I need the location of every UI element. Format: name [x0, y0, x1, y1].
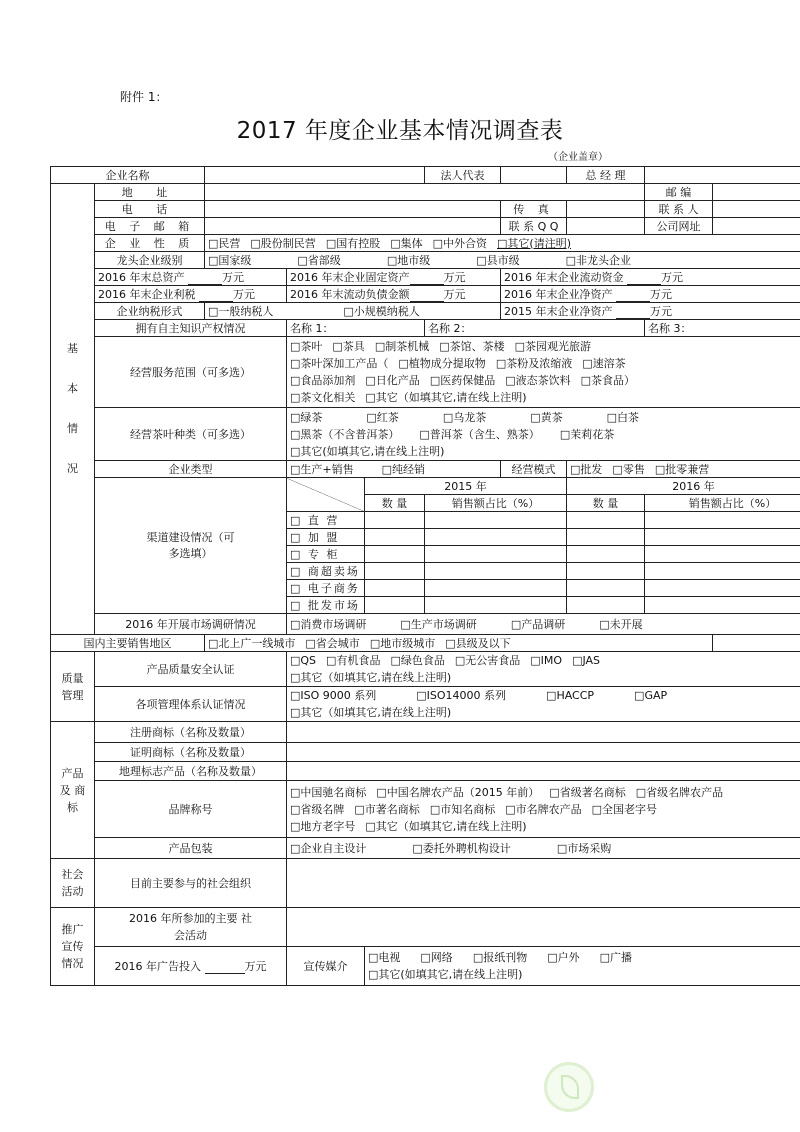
nature-option[interactable]: □民营	[208, 236, 241, 250]
media-option[interactable]: □广播	[599, 951, 633, 964]
honor-line	[290, 818, 800, 835]
contact-field[interactable]	[713, 201, 800, 218]
honor-options	[287, 781, 800, 838]
ratio-2015-header: 销售额占比（%）	[425, 495, 567, 512]
section-quality-label: 质量 管理	[61, 671, 84, 702]
qty-2016-header: 数 量	[567, 495, 645, 512]
contact-label: 联 系 人	[645, 201, 713, 218]
net-assets-2016-cell[interactable]	[501, 286, 800, 303]
media-other-option[interactable]: □其它(如填其它,请在线上注明)	[368, 968, 523, 981]
scope-option[interactable]: □日化产品	[365, 374, 420, 387]
ratio-2016-cell[interactable]	[645, 529, 800, 546]
fixed-assets-label: 2016 年末企业固定资产	[290, 270, 410, 284]
address-label: 地 址	[95, 184, 205, 201]
qty-2015-header: 数 量	[365, 495, 425, 512]
scope-option[interactable]: □茶馆、茶楼	[439, 340, 505, 353]
current-debt-label: 2016 年末流动负债金额	[290, 287, 410, 301]
channel-option[interactable]: □ 加 盟	[287, 529, 365, 546]
honor-option[interactable]: □其它（如填其它,请在线上注明)	[365, 819, 527, 833]
taxpayer-small-option[interactable]: □小规模纳税人	[343, 304, 420, 318]
certified-field[interactable]	[287, 743, 800, 762]
section-promo-label: 推广 宣传 情况	[61, 923, 84, 970]
profit-tax-blank[interactable]	[199, 290, 233, 302]
honor-option[interactable]: □省级著名商标	[549, 785, 626, 799]
current-debt-cell[interactable]	[287, 286, 501, 303]
scope-option[interactable]: □茶叶	[290, 340, 323, 353]
org-field[interactable]	[287, 859, 800, 908]
geo-field[interactable]	[287, 762, 800, 781]
qty-2015-cell[interactable]	[365, 597, 425, 614]
leader-label: 龙头企业级别	[95, 252, 205, 269]
tea-option[interactable]: □黑茶（不含普洱茶）	[290, 427, 400, 441]
qq-label: 联 系 Q Q	[501, 218, 567, 235]
mgmt-other-option[interactable]: □其它（如填其它,请在线上注明)	[290, 706, 452, 719]
region-option[interactable]: □县级及以下	[445, 636, 511, 650]
honor-line	[290, 784, 800, 801]
gm-field[interactable]	[645, 167, 800, 184]
qty-2015-cell[interactable]	[365, 546, 425, 563]
package-option[interactable]: □企业自主设计	[290, 841, 367, 855]
scope-option[interactable]: □茶园观光旅游	[514, 340, 592, 353]
region-options	[205, 635, 713, 652]
nature-options	[205, 235, 800, 252]
ratio-2016-cell[interactable]	[645, 512, 800, 529]
mgmt-option[interactable]: □ISO 9000 系列	[290, 689, 377, 702]
type-label: 企业类型	[95, 461, 287, 478]
company-name-label: 企业名称	[51, 167, 205, 184]
qty-2016-cell[interactable]	[567, 580, 645, 597]
ratio-2015-cell[interactable]	[425, 563, 567, 580]
safety-label: 产品质量安全认证	[95, 652, 287, 687]
safety-option[interactable]: □QS	[290, 654, 317, 667]
nature-option[interactable]: □集体	[390, 236, 423, 250]
package-label: 产品包装	[95, 838, 287, 859]
profit-tax-cell[interactable]	[95, 286, 287, 303]
tea-option[interactable]: □乌龙茶	[442, 410, 487, 424]
assets-cell[interactable]	[95, 269, 287, 286]
leader-option[interactable]: □地市级	[386, 253, 431, 267]
scope-option[interactable]: □植物成分提取物	[398, 357, 486, 370]
scope-option[interactable]: □制茶机械	[374, 340, 430, 353]
media-option[interactable]: □户外	[547, 951, 580, 964]
region-label: 国内主要销售地区	[51, 635, 205, 652]
nature-option[interactable]: □中外合资	[432, 236, 488, 250]
honor-option[interactable]: □市名牌农产品	[505, 802, 582, 816]
channel-label-text: 渠道建设情况（可多选填）	[146, 530, 235, 560]
tea-option[interactable]: □其它(如填其它,请在线上注明)	[290, 444, 445, 458]
ratio-2016-cell[interactable]	[645, 563, 800, 580]
qty-2015-cell[interactable]	[365, 563, 425, 580]
scope-option[interactable]: □液态茶饮料	[505, 374, 571, 387]
net-assets-2016-label: 2016 年末企业净资产	[504, 287, 613, 301]
honor-option[interactable]: □省级名牌农产品	[635, 785, 724, 799]
address-field[interactable]	[205, 184, 645, 201]
research-option[interactable]: □产品调研	[510, 617, 566, 631]
qty-2016-cell[interactable]	[567, 529, 645, 546]
channel-label	[95, 478, 287, 614]
mgmt-options	[287, 687, 800, 722]
net-assets-2015-cell[interactable]	[501, 303, 800, 320]
survey-form-table	[50, 166, 800, 986]
ip-name1[interactable]: 名称 1：	[287, 320, 425, 337]
mode-label: 经营模式	[501, 461, 567, 478]
tea-line	[290, 426, 800, 443]
tea-option[interactable]: □白茶	[606, 410, 640, 424]
mgmt-option[interactable]: □ISO14000 系列	[416, 689, 507, 702]
scope-label: 经营服务范围（可多选）	[95, 337, 287, 408]
fixed-assets-blank[interactable]	[410, 273, 444, 285]
type-option[interactable]: □纯经销	[381, 462, 426, 476]
unit-label: 万元	[443, 270, 466, 284]
leader-option[interactable]: □省部级	[297, 253, 341, 267]
research-option[interactable]: □消费市场调研	[290, 617, 367, 631]
ad-cell[interactable]	[95, 947, 287, 986]
qty-2016-cell[interactable]	[567, 563, 645, 580]
attachment-label: 附件 1：	[120, 90, 168, 104]
form-title: 2017 年度企业基本情况调查表	[236, 118, 564, 144]
assets-blank[interactable]	[188, 273, 222, 285]
channel-option[interactable]: □ 电子商务	[287, 580, 365, 597]
registered-field[interactable]	[287, 722, 800, 743]
package-option[interactable]: □委托外聘机构设计	[412, 841, 511, 855]
media-option[interactable]: □电视	[368, 951, 401, 964]
mode-option[interactable]: □零售	[612, 462, 645, 476]
research-option[interactable]: □未开展	[599, 617, 643, 631]
honor-option[interactable]: □全国老字号	[591, 802, 658, 816]
current-funds-blank[interactable]	[627, 273, 661, 285]
scope-option[interactable]: □食品添加剂	[290, 374, 356, 387]
qty-2016-cell[interactable]	[567, 512, 645, 529]
channel-option[interactable]: □ 批发市场	[287, 597, 365, 614]
leader-option[interactable]: □县市级	[476, 253, 520, 267]
seal-note: （企业盖章）	[548, 152, 608, 163]
taxpayer-label: 企业纳税形式	[95, 303, 205, 320]
net-assets-2016-blank[interactable]	[616, 290, 650, 302]
qty-2015-cell[interactable]	[365, 512, 425, 529]
current-funds-cell[interactable]	[501, 269, 800, 286]
scope-option[interactable]: □速溶茶	[582, 357, 626, 370]
net-assets-2015-blank[interactable]	[616, 307, 650, 319]
safety-line	[290, 669, 800, 686]
company-name-field[interactable]	[205, 167, 425, 184]
type-options	[287, 461, 501, 478]
scope-options	[287, 337, 800, 408]
unit-label: 万元	[443, 287, 466, 301]
package-options	[287, 838, 800, 859]
ad-unit: 万元	[244, 959, 267, 973]
leader-option[interactable]: □国家级	[208, 253, 252, 267]
unit-label: 万元	[661, 270, 684, 284]
honor-option[interactable]: □中国驰名商标	[290, 785, 367, 799]
current-funds-label: 2016 年末企业流动资金	[504, 270, 624, 284]
scope-line	[290, 372, 800, 389]
scope-option[interactable]: □医药保健品	[429, 374, 496, 387]
media-line	[368, 966, 800, 983]
qty-2015-cell[interactable]	[365, 580, 425, 597]
qty-2016-cell[interactable]	[567, 546, 645, 563]
org-label: 目前主要参与的社会组织	[95, 859, 287, 908]
ip-label: 拥有自主知识产权情况	[95, 320, 287, 337]
media-line	[368, 949, 800, 966]
phone-field[interactable]	[205, 201, 501, 218]
qty-2016-cell[interactable]	[567, 597, 645, 614]
ratio-2015-cell[interactable]	[425, 597, 567, 614]
media-options	[365, 947, 800, 986]
ip-name2[interactable]: 名称 2：	[425, 320, 645, 337]
honor-option[interactable]: □市著名商标	[354, 802, 420, 816]
ip-name3[interactable]: 名称 3：	[645, 320, 800, 337]
legal-rep-field[interactable]	[501, 167, 567, 184]
ad-label: 2016 年广告投入	[114, 959, 201, 973]
safety-option[interactable]: □绿色食品	[390, 654, 445, 667]
net-assets-2015-label: 2015 年末企业净资产	[504, 304, 613, 318]
safety-option[interactable]: □无公害食品	[454, 654, 521, 667]
research-options	[287, 614, 800, 635]
leaf-logo-icon	[544, 1062, 594, 1112]
unit-label: 万元	[222, 270, 244, 284]
nature-option[interactable]: □国有控股	[325, 236, 381, 250]
honor-option[interactable]: □中国名牌农产品（2015 年前）	[376, 785, 540, 799]
mode-option[interactable]: □批发	[570, 462, 603, 476]
ratio-2015-cell[interactable]	[425, 512, 567, 529]
scope-option[interactable]: □茶具	[332, 340, 365, 353]
mgmt-option[interactable]: □HACCP	[546, 689, 595, 702]
media-label: 宣传媒介	[287, 947, 365, 986]
channel-option[interactable]: □ 专 柜	[287, 546, 365, 563]
scope-option[interactable]: □其它（如填其它,请在线上注明)	[365, 391, 527, 404]
leader-options	[205, 252, 800, 269]
mgmt-line	[290, 704, 800, 721]
ratio-2015-cell[interactable]	[425, 529, 567, 546]
fixed-assets-cell[interactable]	[287, 269, 501, 286]
leader-option[interactable]: □非龙头企业	[565, 253, 632, 267]
region-option[interactable]: □北上广一线城市	[208, 636, 296, 650]
nature-option[interactable]: □其它(请注明)	[497, 236, 572, 250]
postcode-label: 邮 编	[645, 184, 713, 201]
fax-label: 传 真	[501, 201, 567, 218]
website-label: 公司网址	[645, 218, 713, 235]
research-option[interactable]: □生产市场调研	[400, 617, 477, 631]
section-brand-label: 产品 及 商标	[59, 766, 86, 814]
section-promo	[51, 908, 95, 986]
nature-label: 企 业 性 质	[95, 235, 205, 252]
honor-option[interactable]: □地方老字号	[290, 819, 356, 833]
type-option[interactable]: □生产+销售	[290, 462, 354, 476]
safety-option[interactable]: □有机食品	[326, 654, 381, 667]
registered-label: 注册商标（名称及数量）	[95, 722, 287, 743]
research-label: 2016 年开展市场调研情况	[95, 614, 287, 635]
email-label: 电 子 邮 箱	[95, 218, 205, 235]
taxpayer-options	[205, 303, 501, 320]
activity-field[interactable]	[287, 908, 800, 947]
scope-line	[290, 338, 800, 355]
mgmt-label: 各项管理体系认证情况	[95, 687, 287, 722]
profit-tax-label: 2016 年末企业利税	[98, 287, 196, 301]
unit-label: 万元	[650, 304, 673, 318]
scope-option[interactable]: □茶粉及浓缩液	[495, 357, 573, 370]
safety-other-option[interactable]: □其它（如填其它,请在线上注明)	[290, 671, 452, 684]
tea-option[interactable]: □茉莉花茶	[559, 427, 615, 441]
activity-label-text: 2016 年所参加的主要 社会活动	[129, 912, 252, 942]
year-2016-header: 2016 年	[567, 478, 800, 495]
channel-diagonal-header	[287, 478, 365, 512]
section-brand	[51, 722, 95, 859]
mgmt-line	[290, 687, 800, 704]
ad-blank[interactable]	[205, 962, 245, 974]
section-social	[51, 859, 95, 908]
scope-option[interactable]: □茶文化相关	[290, 391, 356, 404]
region-option[interactable]: □地市级城市	[369, 636, 436, 650]
email-field[interactable]	[205, 218, 501, 235]
taxpayer-general-option[interactable]: □一般纳税人	[208, 304, 274, 318]
unit-label: 万元	[233, 287, 255, 301]
ratio-2016-cell[interactable]	[645, 546, 800, 563]
safety-option[interactable]: □IMO	[530, 654, 563, 667]
honor-option[interactable]: □省级名牌	[290, 802, 345, 816]
honor-label: 品牌称号	[95, 781, 287, 838]
tea-label: 经营茶叶种类（可多选）	[95, 408, 287, 461]
postcode-field[interactable]	[713, 184, 800, 201]
mode-option[interactable]: □批零兼营	[654, 462, 710, 476]
tea-option[interactable]: □黄茶	[530, 410, 563, 424]
tea-option[interactable]: □红茶	[366, 410, 399, 424]
gm-label: 总 经 理	[567, 167, 645, 184]
row-company-name	[51, 167, 800, 184]
section-quality	[51, 652, 95, 722]
ratio-2016-cell[interactable]	[645, 580, 800, 597]
scope-option[interactable]: □茶食品）	[580, 374, 636, 387]
qq-field[interactable]	[567, 218, 645, 235]
ratio-2015-cell[interactable]	[425, 580, 567, 597]
region-option[interactable]: □省会城市	[305, 636, 360, 650]
ratio-2015-cell[interactable]	[425, 546, 567, 563]
phone-label: 电 话	[95, 201, 205, 218]
assets-label: 2016 年末总资产	[98, 270, 185, 284]
tea-line	[290, 409, 800, 426]
mgmt-option[interactable]: □GAP	[634, 689, 668, 702]
safety-line	[290, 652, 800, 669]
tea-option[interactable]: □普洱茶（含生、熟茶）	[419, 427, 540, 441]
ratio-2016-header: 销售额占比（%）	[645, 495, 800, 512]
channel-option[interactable]: □ 商超卖场	[287, 563, 365, 580]
activity-label	[95, 908, 287, 947]
legal-rep-label: 法人代表	[425, 167, 501, 184]
honor-option[interactable]: □市知名商标	[429, 802, 496, 816]
honor-line	[290, 801, 800, 818]
nature-option[interactable]: □股份制民营	[250, 236, 316, 250]
current-debt-blank[interactable]	[410, 290, 444, 302]
scope-line	[290, 355, 800, 372]
website-field[interactable]	[713, 218, 800, 235]
tea-options	[287, 408, 800, 461]
media-option[interactable]: □报纸刊物	[472, 951, 528, 964]
safety-option[interactable]: □JAS	[572, 654, 601, 667]
package-option[interactable]: □市场采购	[556, 841, 612, 855]
scope-option[interactable]: □茶叶深加工产品（	[290, 357, 389, 370]
section-basic-label: 基 本 情 况	[67, 342, 78, 475]
channel-option[interactable]: □ 直 营	[287, 512, 365, 529]
ratio-2016-cell[interactable]	[645, 597, 800, 614]
scope-line	[290, 389, 800, 406]
fax-field[interactable]	[567, 201, 645, 218]
section-basic	[51, 184, 95, 635]
unit-label: 万元	[650, 287, 673, 301]
certified-label: 证明商标（名称及数量）	[95, 743, 287, 762]
geo-label: 地理标志产品（名称及数量）	[95, 762, 287, 781]
qty-2015-cell[interactable]	[365, 529, 425, 546]
media-option[interactable]: □网络	[420, 951, 453, 964]
year-2015-header: 2015 年	[365, 478, 567, 495]
tea-option[interactable]: □绿茶	[290, 410, 323, 424]
safety-options	[287, 652, 800, 687]
section-social-label: 社会 活动	[61, 868, 84, 898]
tea-line	[290, 443, 800, 460]
mode-options	[567, 461, 800, 478]
